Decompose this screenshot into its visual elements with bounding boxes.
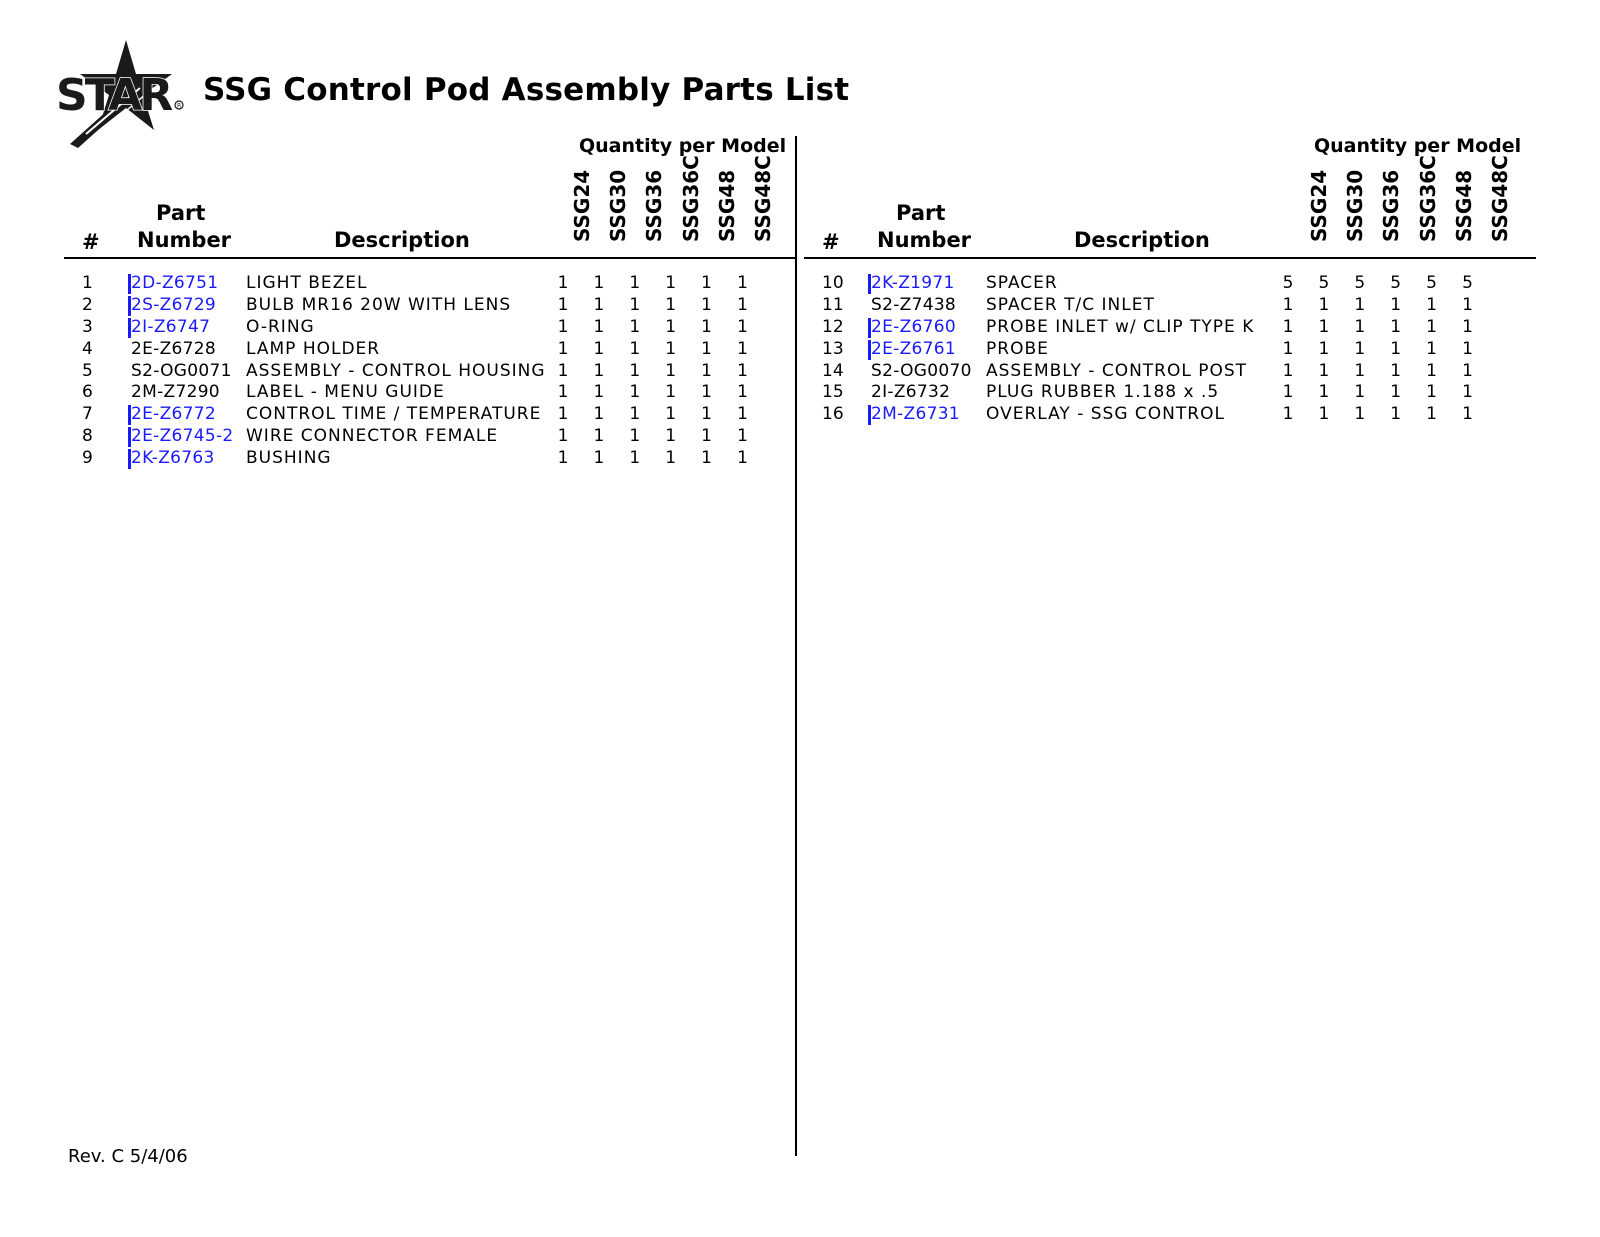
part-description: ASSEMBLY - CONTROL HOUSING: [246, 360, 546, 381]
quantity-ssg48: 1: [701, 404, 712, 425]
item-number: 3: [82, 316, 93, 337]
quantity-ssg48: 1: [1426, 294, 1437, 315]
model-header-ssg48c: SSG48C: [751, 155, 775, 242]
quantity-ssg48c: 1: [737, 316, 748, 337]
part-number: S2-OG0070: [871, 360, 972, 381]
quantity-ssg30: 1: [1318, 338, 1330, 359]
part-number: S2-OG0071: [131, 360, 232, 381]
quantity-ssg48: 1: [1426, 338, 1437, 359]
item-number: 14: [822, 360, 844, 381]
quantity-ssg30: 1: [1318, 382, 1330, 403]
quantity-ssg30: 1: [593, 426, 605, 447]
table-row: [804, 404, 1544, 426]
quantity-ssg36c: 1: [665, 338, 677, 359]
logo-text: STAR: [56, 70, 171, 121]
item-number: 12: [822, 316, 844, 337]
quantity-ssg36: 1: [629, 382, 641, 403]
quantity-ssg30: 1: [593, 273, 605, 293]
quantity-ssg36c: 5: [1390, 273, 1402, 293]
quantity-ssg48c: 1: [1462, 294, 1473, 315]
item-number: 11: [822, 294, 844, 315]
table-row: [64, 382, 804, 404]
quantity-ssg24: 1: [557, 273, 569, 293]
part-description: PROBE: [986, 338, 1049, 359]
table-row: [64, 317, 804, 339]
quantity-ssg30: 1: [593, 316, 605, 337]
quantity-ssg48c: 1: [737, 360, 748, 381]
col-header-description: Description: [334, 228, 470, 252]
part-description: LAMP HOLDER: [246, 338, 381, 359]
item-number: 8: [82, 426, 93, 447]
part-number: 2M-Z7290: [131, 382, 220, 403]
col-header-part: Part: [156, 201, 206, 225]
model-header-ssg36: SSG36: [1379, 169, 1403, 242]
model-header-ssg48c: SSG48C: [1488, 155, 1512, 242]
quantity-ssg36c: 1: [1390, 360, 1402, 381]
quantity-ssg24: 1: [557, 360, 569, 381]
quantity-ssg36: 1: [629, 316, 641, 337]
part-description: PLUG RUBBER 1.188 x .5: [986, 382, 1220, 403]
quantity-ssg30: 1: [593, 404, 605, 425]
page-title: SSG Control Pod Assembly Parts List: [203, 72, 850, 108]
rows-left: [64, 273, 804, 470]
quantity-ssg36: 1: [629, 338, 641, 359]
quantity-ssg48: 1: [701, 382, 712, 403]
quantity-ssg48: 1: [701, 294, 712, 315]
quantity-ssg48: 1: [1426, 382, 1437, 403]
quantity-ssg24: 1: [1282, 404, 1294, 425]
quantity-ssg24: 1: [557, 426, 569, 447]
quantity-ssg24: 1: [1282, 382, 1294, 403]
model-header-ssg36: SSG36: [642, 169, 666, 242]
revision-note: Rev. C 5/4/06: [68, 1146, 188, 1167]
quantity-ssg36: 1: [1354, 338, 1366, 359]
table-row: [64, 426, 804, 448]
quantity-ssg36c: 1: [665, 448, 677, 469]
quantity-ssg30: 1: [1318, 316, 1330, 337]
table-row: [64, 339, 804, 361]
quantity-ssg48: 1: [701, 426, 712, 447]
quantity-ssg36: 5: [1354, 273, 1366, 293]
item-number: 10: [822, 273, 844, 293]
quantity-ssg48c: 1: [1462, 316, 1473, 337]
part-description: LABEL - MENU GUIDE: [246, 382, 445, 403]
table-row: [804, 361, 1544, 383]
quantity-ssg48: 1: [701, 338, 712, 359]
table-row: [804, 295, 1544, 317]
quantity-ssg30: 1: [593, 448, 605, 469]
quantity-ssg48c: 1: [1462, 338, 1473, 359]
quantity-ssg48c: 1: [1462, 382, 1473, 403]
part-description: ASSEMBLY - CONTROL POST: [986, 360, 1248, 381]
table-row: [804, 317, 1544, 339]
part-number: 2E-Z6728: [131, 338, 217, 359]
quantity-ssg48: 1: [701, 448, 712, 469]
quantity-ssg24: 1: [1282, 316, 1294, 337]
part-description: O-RING: [246, 316, 315, 337]
col-header-hash: #: [82, 230, 100, 254]
quantity-ssg36: 1: [629, 294, 641, 315]
quantity-ssg24: 1: [557, 294, 569, 315]
quantity-ssg36c: 1: [665, 294, 677, 315]
col-header-part: Part: [896, 201, 946, 225]
quantity-ssg30: 1: [593, 338, 605, 359]
svg-text:R: R: [177, 102, 182, 110]
item-number: 1: [82, 273, 93, 293]
quantity-ssg36: 1: [629, 273, 641, 293]
quantity-ssg36c: 1: [665, 316, 677, 337]
part-number-link[interactable]: 2E-Z6760: [871, 316, 957, 337]
quantity-ssg48: 1: [1426, 404, 1437, 425]
part-description: CONTROL TIME / TEMPERATURE: [246, 404, 542, 425]
part-description: WIRE CONNECTOR FEMALE: [246, 426, 499, 447]
part-number-link[interactable]: 2S-Z6729: [131, 294, 217, 315]
model-header-ssg24: SSG24: [570, 169, 594, 242]
item-number: 6: [82, 382, 93, 403]
quantity-ssg48c: 1: [737, 273, 748, 293]
quantity-ssg36: 1: [629, 448, 641, 469]
table-row: [804, 382, 1544, 404]
col-header-number: Number: [137, 228, 232, 252]
col-header-description: Description: [1074, 228, 1210, 252]
table-row: [804, 339, 1544, 361]
item-number: 2: [82, 294, 93, 315]
quantity-ssg24: 1: [1282, 294, 1294, 315]
model-header-ssg36c: SSG36C: [679, 155, 703, 242]
quantity-ssg24: 1: [557, 404, 569, 425]
quantity-ssg36: 1: [1354, 316, 1366, 337]
quantity-ssg36c: 1: [1390, 338, 1402, 359]
quantity-ssg48: 1: [701, 316, 712, 337]
quantity-ssg48c: 1: [737, 294, 748, 315]
quantity-ssg36c: 1: [1390, 382, 1402, 403]
model-header-ssg30: SSG30: [606, 169, 630, 242]
part-number-link[interactable]: 2I-Z6747: [131, 316, 211, 337]
rows-right: [804, 273, 1544, 426]
quantity-ssg36c: 1: [665, 404, 677, 425]
quantity-ssg24: 1: [557, 382, 569, 403]
quantity-ssg30: 1: [1318, 404, 1330, 425]
quantity-per-model-heading: Quantity per Model: [579, 135, 787, 157]
quantity-ssg24: 1: [1282, 360, 1294, 381]
quantity-ssg48: 1: [1426, 360, 1437, 381]
quantity-ssg30: 1: [1318, 294, 1330, 315]
model-header-ssg24: SSG24: [1307, 169, 1331, 242]
quantity-ssg48c: 1: [737, 338, 748, 359]
quantity-ssg30: 1: [1318, 360, 1330, 381]
part-description: PROBE INLET w/ CLIP TYPE K: [986, 316, 1255, 337]
part-number-link[interactable]: 2K-Z1971: [871, 273, 955, 293]
table-row: [64, 404, 804, 426]
quantity-ssg30: 1: [593, 294, 605, 315]
item-number: 13: [822, 338, 844, 359]
item-number: 16: [822, 404, 844, 425]
col-header-number: Number: [877, 228, 972, 252]
quantity-ssg36c: 1: [1390, 316, 1402, 337]
col-header-hash: #: [822, 230, 840, 254]
header-rule: [804, 257, 1536, 259]
quantity-ssg48c: 1: [737, 404, 748, 425]
quantity-ssg36c: 1: [665, 382, 677, 403]
parts-table-left: [64, 0, 804, 500]
part-number-link[interactable]: 2K-Z6763: [131, 448, 215, 469]
part-number-link[interactable]: 2E-Z6745-2: [131, 426, 234, 447]
quantity-ssg36c: 1: [665, 273, 677, 293]
item-number: 5: [82, 360, 93, 381]
quantity-ssg24: 1: [557, 338, 569, 359]
table-row: [64, 448, 804, 470]
part-number: S2-Z7438: [871, 294, 957, 315]
model-header-ssg36c: SSG36C: [1416, 155, 1440, 242]
quantity-ssg24: 5: [1282, 273, 1294, 293]
table-row: [804, 273, 1544, 295]
parts-table-right: [804, 0, 1540, 500]
model-header-ssg48: SSG48: [1452, 169, 1476, 242]
quantity-ssg48: 1: [701, 360, 712, 381]
quantity-ssg48: 5: [1426, 273, 1437, 293]
quantity-ssg36: 1: [1354, 382, 1366, 403]
item-number: 15: [822, 382, 844, 403]
part-number-link[interactable]: 2E-Z6761: [871, 338, 957, 359]
item-number: 7: [82, 404, 93, 425]
quantity-ssg36c: 1: [665, 426, 677, 447]
quantity-ssg48: 1: [1426, 316, 1437, 337]
quantity-ssg24: 1: [557, 448, 569, 469]
quantity-ssg48c: 1: [737, 448, 748, 469]
quantity-ssg36c: 1: [1390, 404, 1402, 425]
part-description: BUSHING: [246, 448, 332, 469]
quantity-ssg48: 1: [701, 273, 712, 293]
quantity-ssg30: 1: [593, 360, 605, 381]
model-header-ssg48: SSG48: [715, 169, 739, 242]
part-description: SPACER T/C INLET: [986, 294, 1155, 315]
quantity-ssg36: 1: [629, 426, 641, 447]
quantity-ssg36: 1: [1354, 294, 1366, 315]
quantity-ssg48c: 1: [737, 382, 748, 403]
quantity-ssg48c: 1: [1462, 404, 1473, 425]
table-row: [64, 361, 804, 383]
item-number: 9: [82, 448, 93, 469]
table-row: [64, 273, 804, 295]
quantity-ssg36: 1: [1354, 360, 1366, 381]
part-number: 2I-Z6732: [871, 382, 951, 403]
quantity-ssg36: 1: [629, 360, 641, 381]
part-number-link[interactable]: 2E-Z6772: [131, 404, 217, 425]
item-number: 4: [82, 338, 93, 359]
quantity-ssg48c: 5: [1462, 273, 1473, 293]
quantity-ssg36: 1: [629, 404, 641, 425]
quantity-ssg36: 1: [1354, 404, 1366, 425]
quantity-ssg30: 1: [593, 382, 605, 403]
part-number-link[interactable]: 2M-Z6731: [871, 404, 960, 425]
part-description: BULB MR16 20W WITH LENS: [246, 294, 512, 315]
quantity-per-model-heading: Quantity per Model: [1314, 135, 1522, 157]
quantity-ssg36c: 1: [665, 360, 677, 381]
part-description: OVERLAY - SSG CONTROL: [986, 404, 1225, 425]
quantity-ssg30: 5: [1318, 273, 1330, 293]
quantity-ssg48c: 1: [737, 426, 748, 447]
part-description: SPACER: [986, 273, 1058, 293]
table-row: [64, 295, 804, 317]
quantity-ssg36c: 1: [1390, 294, 1402, 315]
quantity-ssg24: 1: [557, 316, 569, 337]
quantity-ssg48c: 1: [1462, 360, 1473, 381]
header-rule: [64, 257, 796, 259]
quantity-ssg24: 1: [1282, 338, 1294, 359]
model-header-ssg30: SSG30: [1343, 169, 1367, 242]
part-number-link[interactable]: 2D-Z6751: [131, 273, 219, 293]
part-description: LIGHT BEZEL: [246, 273, 368, 293]
